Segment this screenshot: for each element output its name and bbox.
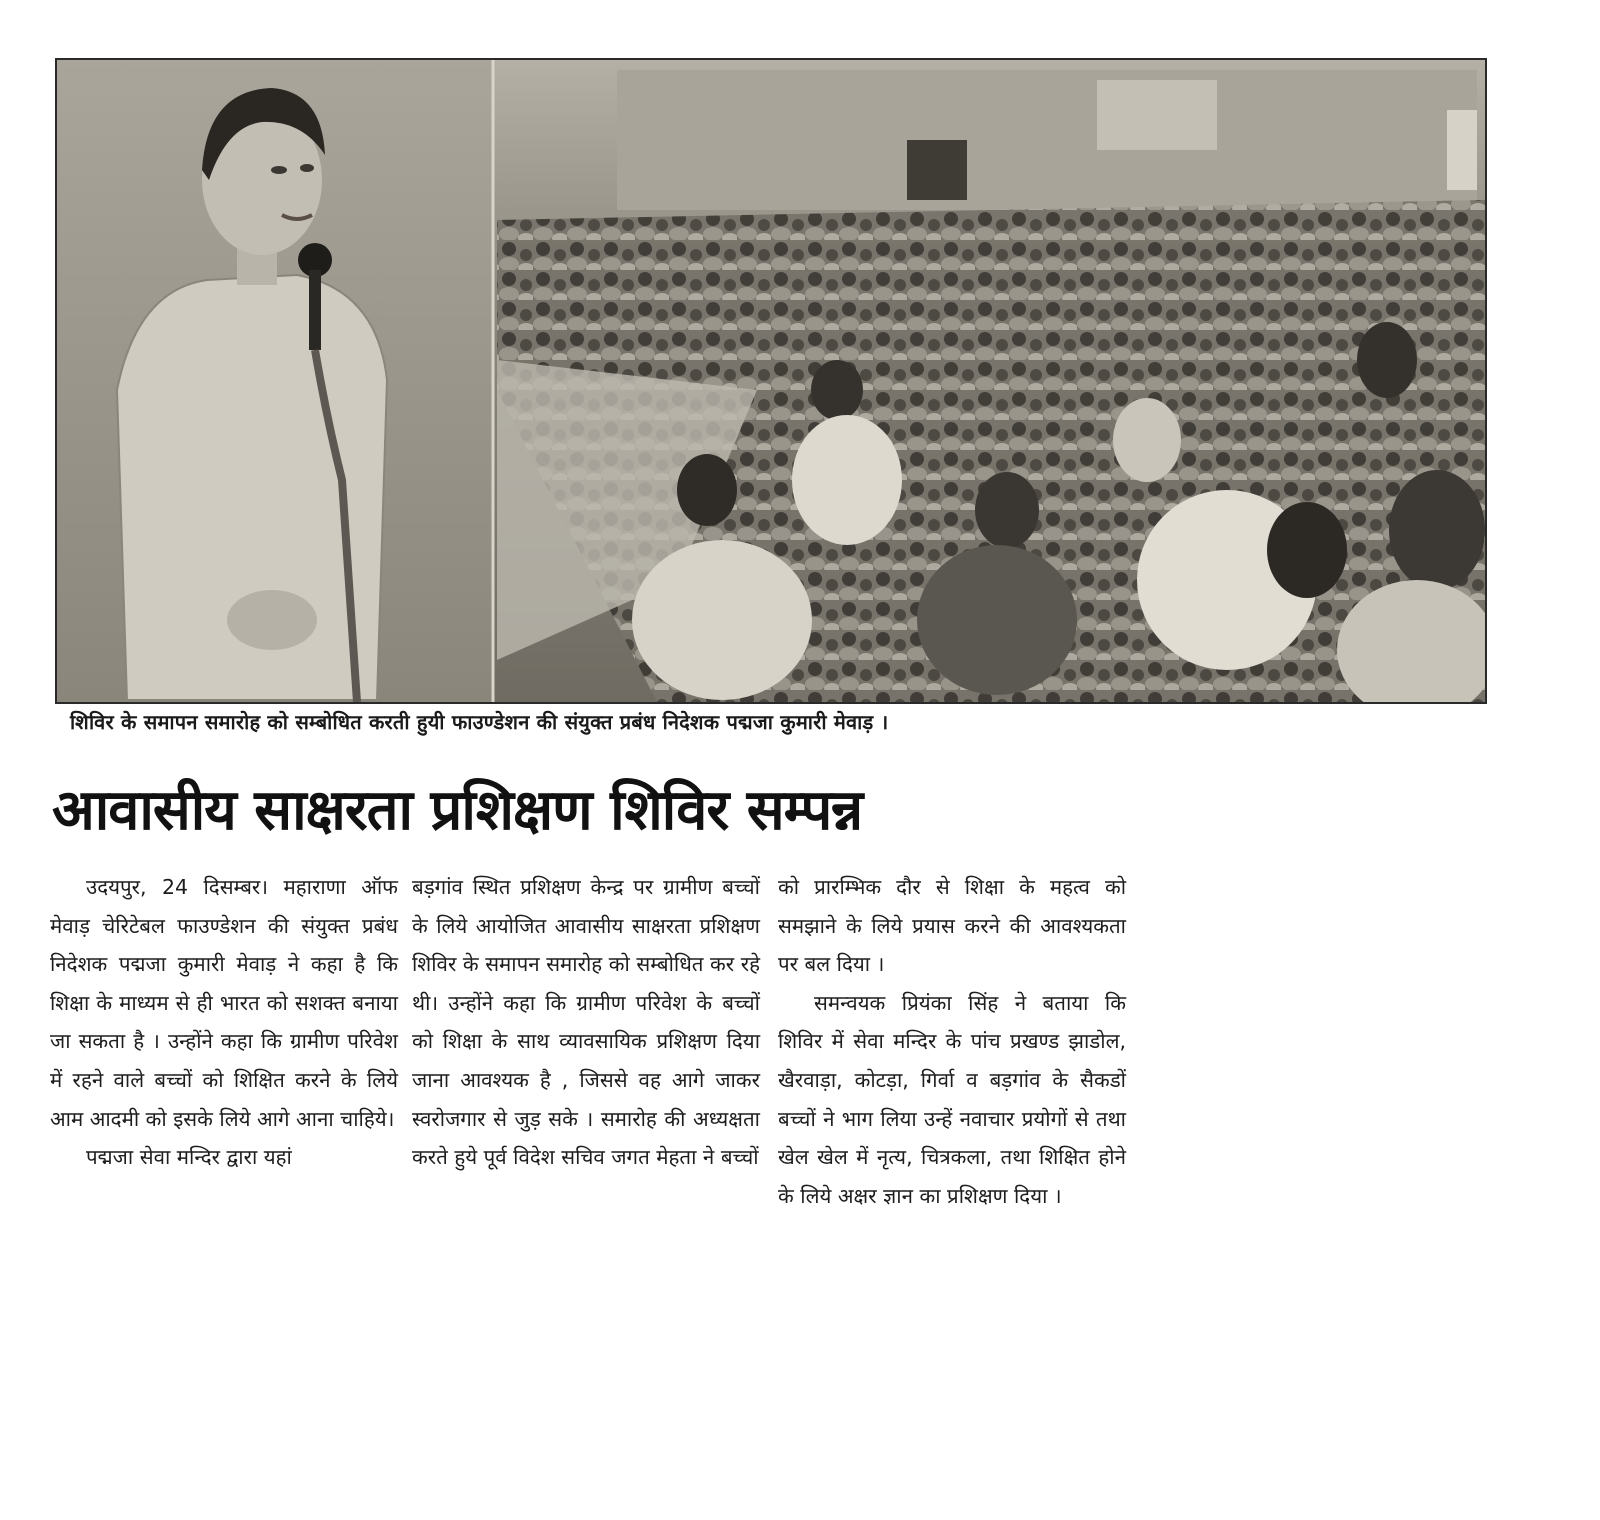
column-3-paragraph-2: समन्वयक प्रियंका सिंह ने बताया कि शिविर में सेवा मन्दिर के पांच प्रखण्ड झाडोल, खैरवाड़ा, कोटड़ा, गिर्वा व बड़गांव के सैकडों बच्चों ने भाग लिया उन्हें नवाचार प्रयोगों से तथा खेल खेल में नृत्य, चित्रकला, तथा शिक्षित होने के लिये अक्षर ज्ञान का प्रशिक्षण दिया ।	[778, 990, 1126, 1208]
photo-caption: शिविर के समापन समारोह को सम्बोधित करती हुयी फाउण्डेशन की संयुक्त प्रबंध निदेशक पद्मजा कुमारी मेवाड़ ।	[70, 710, 889, 734]
news-photo	[55, 58, 1487, 704]
column-1-paragraph-1: उदयपुर, 24 दिसम्बर। महाराणा ऑफ मेवाड़ चेरिटेबल फाउण्डेशन की संयुक्त प्रबंध निदेशक पद्मजा कुमारी मेवाड़ ने कहा है कि शिक्षा के माध्यम से ही भारत को सशक्त बनाया जा सकता है । उन्होंने कहा कि ग्रामीण परिवेश में रहने वाले बच्चों को शिक्षित करने के लिये आम आदमी को इसके लिये आगे आना चाहिये।	[50, 875, 398, 1131]
column-3-paragraph-1: को प्रारम्भिक दौर से शिक्षा के महत्व को समझाने के लिये प्रयास करने की आवश्यकता पर बल दिया ।	[778, 875, 1126, 977]
column-1-paragraph-2: पद्मजा सेवा मन्दिर द्वारा यहां	[86, 1145, 292, 1170]
article-headline: आवासीय साक्षरता प्रशिक्षण शिविर सम्पन्न	[52, 777, 863, 843]
photo-illustration	[57, 60, 1485, 702]
column-2-paragraph-1: बड़गांव स्थित प्रशिक्षण केन्द्र पर ग्रामीण बच्चों के लिये आयोजित आवासीय साक्षरता प्रशिक्षण शिविर के समापन समारोह को सम्बोधित कर रहे थी। उन्होंने कहा कि ग्रामीण परिवेश के बच्चों को शिक्षा के साथ व्यावसायिक प्रशिक्षण दिया जाना आवश्यक है , जिससे वह आगे जाकर स्वरोजगार से जुड़ सके । समारोह की अध्यक्षता करते हुये पूर्व विदेश सचिव जगत मेहता ने बच्चों	[412, 875, 760, 1170]
article-column-2	[412, 868, 760, 1177]
article-column-3	[778, 868, 1126, 1215]
article-column-1	[50, 868, 398, 1177]
